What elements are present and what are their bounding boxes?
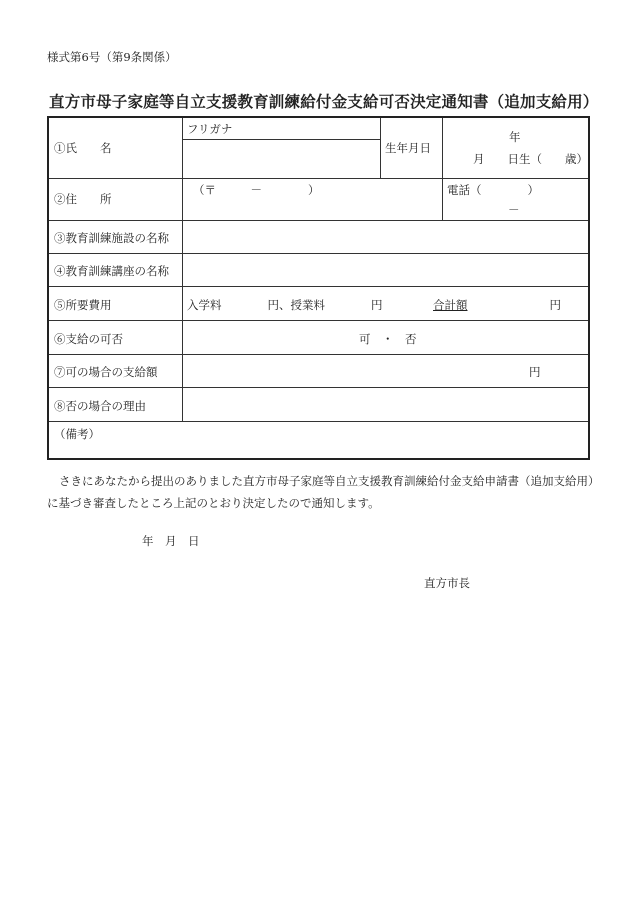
cost-label: ⑤所要費用 [54, 298, 112, 312]
issuer: 直方市長 [424, 576, 470, 590]
course-label: ④教育訓練講座の名称 [54, 264, 169, 278]
document-title: 直方市母子家庭等自立支援教育訓練給付金支給可否決定通知書（追加支給用） [49, 92, 599, 111]
notice-body: さきにあなたから提出のありました直方市母子家庭等自立支援教育訓練給付金支給申請書（追加支給用）に基づき審査したところ上記のとおり決定したので通知します。 [47, 474, 600, 510]
application-form-table [47, 116, 590, 460]
name-label: ①氏 名 [54, 141, 112, 155]
row-divider-7 [49, 387, 588, 388]
birth-left-divider [380, 118, 381, 178]
approval-options: 可 ・ 否 [359, 332, 417, 346]
phone-dash: － [508, 203, 520, 217]
row-divider-5 [49, 320, 588, 321]
remarks-label: （備考） [54, 427, 100, 441]
birth-year: 年 [509, 130, 521, 144]
issue-date: 年 月 日 [142, 534, 200, 548]
row-divider-8 [49, 421, 588, 422]
row-divider-3 [49, 253, 588, 254]
cost-breakdown: 入学料 円、授業料 円 [187, 298, 383, 312]
amount-label: ⑦可の場合の支給額 [54, 365, 158, 379]
approval-label: ⑥支給の可否 [54, 332, 123, 346]
cost-total-yen: 円 [549, 298, 561, 312]
amount-yen: 円 [529, 365, 541, 379]
row-divider-4 [49, 286, 588, 287]
facility-label: ③教育訓練施設の名称 [54, 231, 169, 245]
cost-total [433, 297, 561, 313]
notice-text [47, 470, 607, 514]
postal-code: （〒 － ） [193, 183, 320, 197]
form-id: 様式第6号（第9条関係） [47, 50, 177, 64]
furigana-divider [182, 139, 380, 140]
furigana-label: フリガナ [187, 122, 233, 136]
phone-label: 電話（ ） [447, 183, 539, 197]
cost-total-label: 合計額 [433, 298, 468, 312]
row-divider-2 [49, 220, 588, 221]
birth-month-day-age: 月 日生（ 歳） [473, 152, 588, 166]
row-divider-6 [49, 354, 588, 355]
birthdate-label: 生年月日 [385, 141, 431, 155]
birth-right-divider [442, 118, 443, 220]
reason-label: ⑧否の場合の理由 [54, 399, 146, 413]
address-label: ②住 所 [54, 192, 112, 206]
label-column-divider [182, 118, 183, 421]
row-divider-1 [49, 178, 588, 179]
